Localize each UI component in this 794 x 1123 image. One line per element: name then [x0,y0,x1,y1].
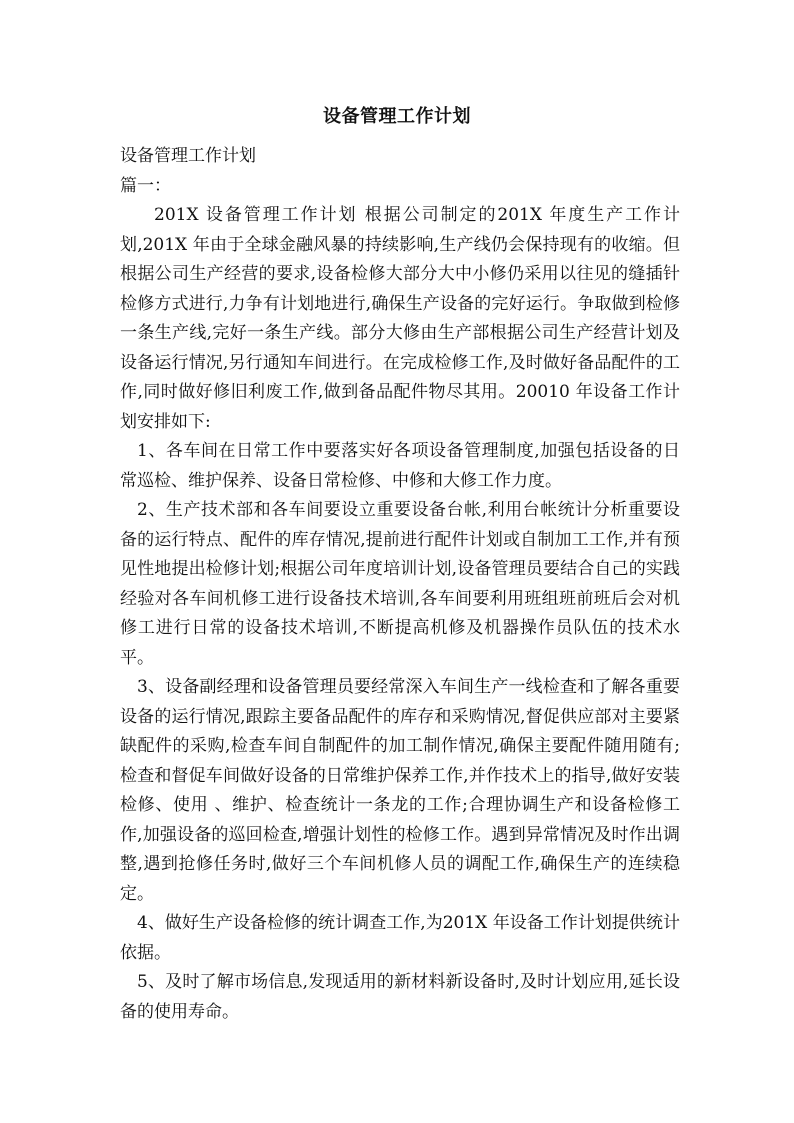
subtitle: 设备管理工作计划 [120,146,256,166]
paragraph-item-3: 3、设备副经理和设备管理员要经常深入车间生产一线检查和了解各重要设备的运行情况,跟踪主要备品配件的库存和采购情况,督促供应部对主要紧缺配件的采购,检查车间自制配件的加工制作情况,确保主要配件随用随有;检查和督促车间做好设备的日常维护保养工作,并作技术上的指导,做好安装检修、使用 、维护、检查统计一条龙的工作;合理协调生产和设备检修工作,加强设备的巡回检查,增强计划性的检修工作。遇到异常情况及时作出调整,遇到抢修任务时,做好三个车间机修人员的调配工作,确保生产的连续稳定。 [120,677,680,904]
document-body [120,142,680,1027]
paragraph-intro: 201X 设备管理工作计划 根据公司制定的201X 年度生产工作计划,201X 年由于全球金融风暴的持续影响,生产线仍会保持现有的收缩。但根据公司生产经营的要求,设备检修大部分大中小修仍采用以往见的缝插针检修方式进行,力争有计划地进行,确保生产设备的完好运行。争取做到检修一条生产线,完好一条生产线。部分大修由生产部根据公司生产经营计划及设备运行情况,另行通知车间进行。在完成检修工作,及时做好备品配件的工作,同时做好修旧利废工作,做到备品配件物尽其用。20010 年设备工作计划安排如下: [120,205,680,432]
paragraph-item-2: 2、生产技术部和各车间要设立重要设备台帐,利用台帐统计分析重要设备的运行特点、配件的库存情况,提前进行配件计划或自制加工工作,并有预见性地提出检修计划;根据公司年度培训计划,设备管理员要结合自己的实践经验对各车间机修工进行设备技术培训,各车间要利用班组班前班后会对机修工进行日常的设备技术培训,不断提高机修及机器操作员队伍的技术水平。 [120,500,680,668]
page-title: 设备管理工作计划 [323,106,471,127]
paragraph-item-5: 5、及时了解市场信息,发现适用的新材料新设备时,及时计划应用,延长设备的使用寿命。 [120,972,680,1022]
paragraph-item-1: 1、各车间在日常工作中要落实好各项设备管理制度,加强包括设备的日常巡检、维护保养、设备日常检修、中修和大修工作力度。 [120,441,680,491]
paragraph-item-4: 4、做好生产设备检修的统计调查工作,为201X 年设备工作计划提供统计依据。 [120,913,680,963]
section-label: 篇一： [120,175,171,196]
